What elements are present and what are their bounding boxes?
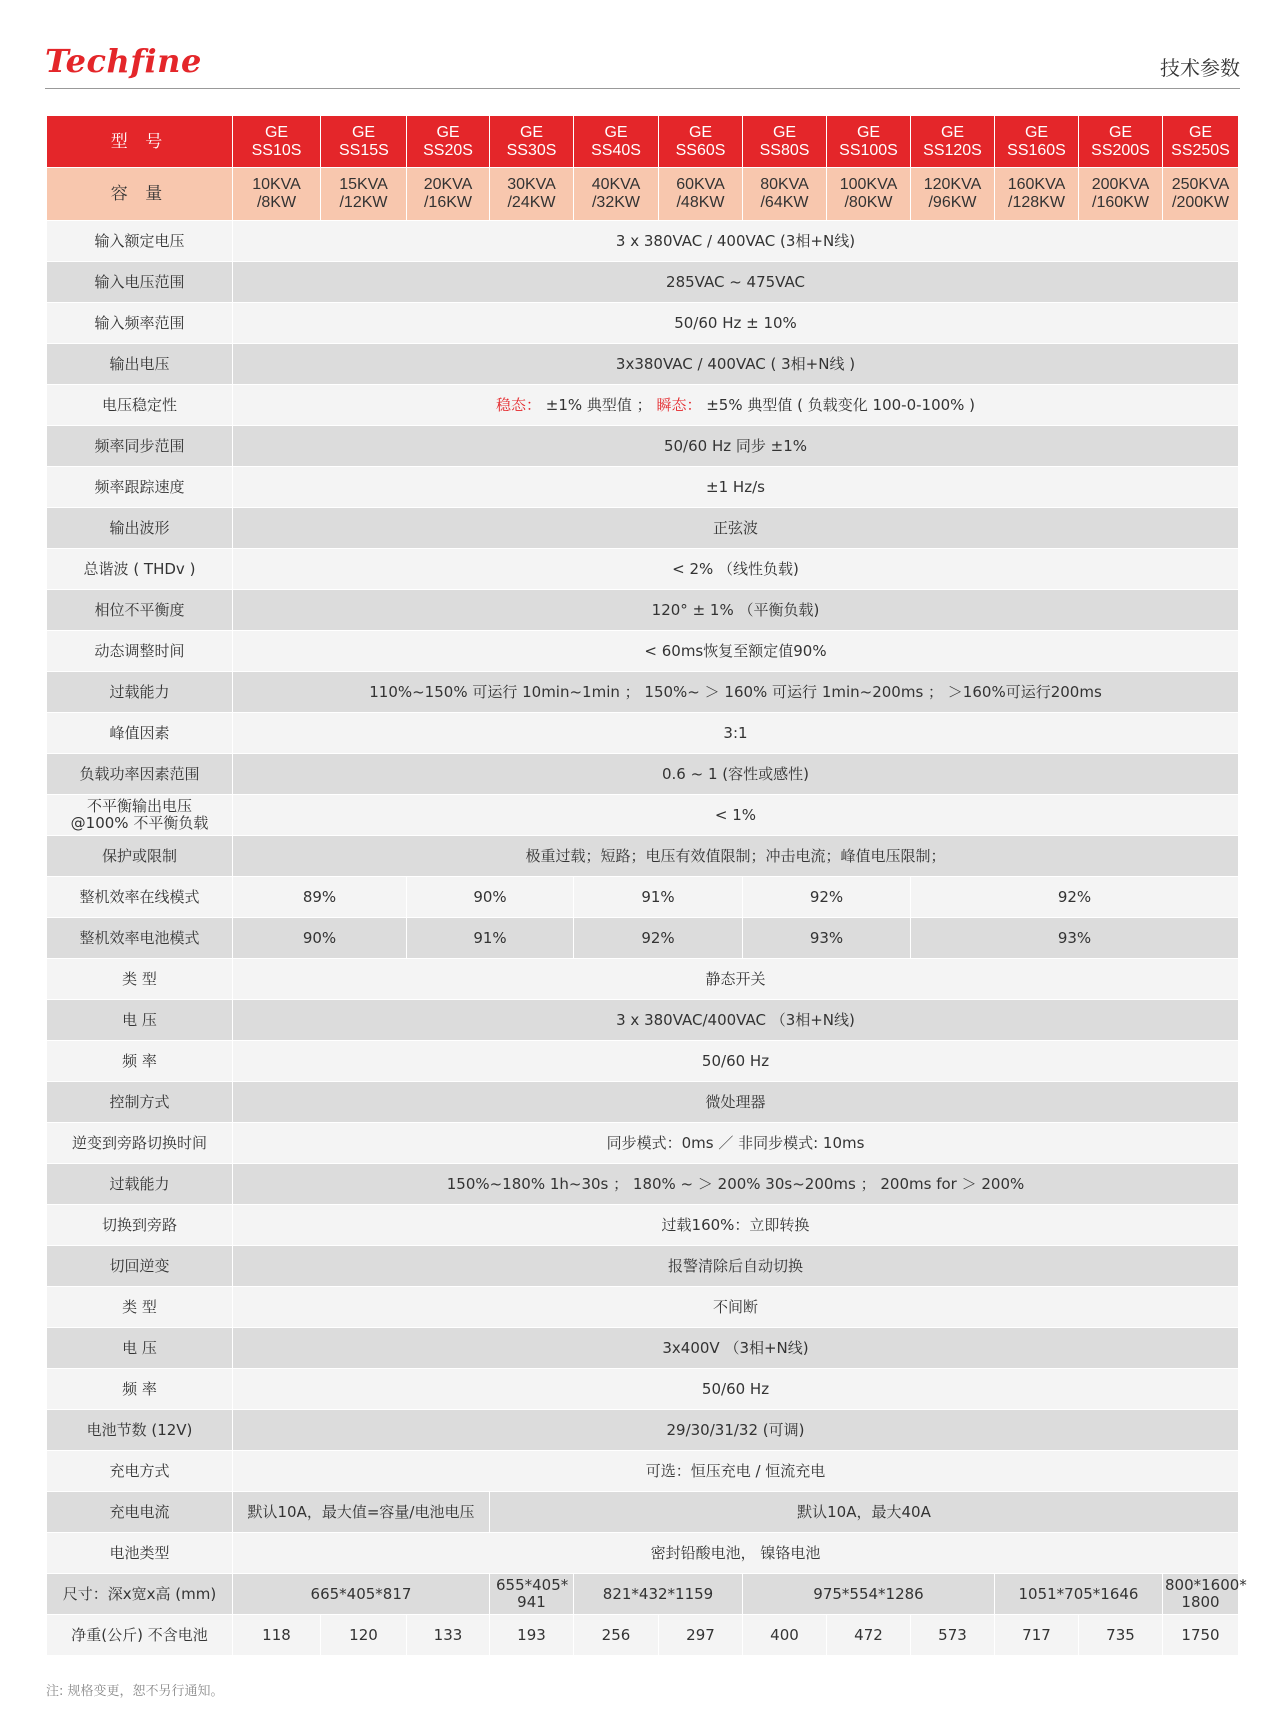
spec-row — [47, 1246, 1239, 1287]
page-title: 技术参数 — [1160, 56, 1240, 80]
row-label: 峰值因素 — [47, 713, 233, 754]
spec-row — [47, 1574, 1239, 1615]
capacity-cell: 100KVA /80KW — [827, 168, 911, 221]
model-cell: GE SS60S — [659, 116, 743, 168]
dimension-cell: 665*405*817 — [233, 1574, 490, 1615]
spec-table — [46, 115, 1247, 1656]
spec-row — [47, 1615, 1239, 1656]
spec-row — [47, 303, 1239, 344]
row-value: 静态开关 — [233, 959, 1239, 1000]
model-cell: GE SS10S — [233, 116, 321, 168]
transient-value: ±5% 典型值 ( 负载变化 100-0-100% ) — [706, 395, 976, 414]
weight-cell: 573 — [911, 1615, 995, 1656]
row-value: 3x400V （3相+N线) — [233, 1328, 1239, 1369]
spec-row — [47, 1082, 1239, 1123]
techfine-logo: Techfine — [45, 42, 202, 80]
spec-row — [47, 1000, 1239, 1041]
model-cell: GE SS15S — [321, 116, 407, 168]
model-cell: GE SS250S — [1163, 116, 1239, 168]
spec-row — [47, 549, 1239, 590]
row-value: 29/30/31/32 (可调) — [233, 1410, 1239, 1451]
capacity-cell: 60KVA /48KW — [659, 168, 743, 221]
row-value: ±1 Hz/s — [233, 467, 1239, 508]
spec-row — [47, 1205, 1239, 1246]
spec-row — [47, 590, 1239, 631]
row-value: 120° ± 1% （平衡负载) — [233, 590, 1239, 631]
weight-cell: 735 — [1079, 1615, 1163, 1656]
spec-row — [47, 1041, 1239, 1082]
spec-row — [47, 672, 1239, 713]
row-label: 输出电压 — [47, 344, 233, 385]
capacity-cell: 30KVA /24KW — [490, 168, 574, 221]
efficiency-cell: 92% — [911, 877, 1239, 918]
row-label: 负载功率因素范围 — [47, 754, 233, 795]
row-label: 保护或限制 — [47, 836, 233, 877]
weight-cell: 120 — [321, 1615, 407, 1656]
row-value: 50/60 Hz — [233, 1369, 1239, 1410]
spec-row — [47, 508, 1239, 549]
spec-row — [47, 1287, 1239, 1328]
transient-label: 瞬态： — [656, 395, 702, 414]
weight-cell: 133 — [407, 1615, 490, 1656]
row-label: 整机效率在线模式 — [47, 877, 233, 918]
row-label: 尺寸：深x宽x高 (mm) — [47, 1574, 233, 1615]
row-label: 频率同步范围 — [47, 426, 233, 467]
row-label: 总谐波 ( THDv ) — [47, 549, 233, 590]
row-label: 类 型 — [47, 959, 233, 1000]
row-value: < 2% （线性负载) — [233, 549, 1239, 590]
model-cell: GE SS160S — [995, 116, 1079, 168]
row-value: 过载160%：立即转换 — [233, 1205, 1239, 1246]
row-value: 3 x 380VAC / 400VAC (3相+N线) — [233, 221, 1239, 262]
charge-current-cell: 默认10A，最大40A — [490, 1492, 1239, 1533]
spec-row — [47, 631, 1239, 672]
row-value: 密封铅酸电池， 镍铬电池 — [233, 1533, 1239, 1574]
row-value: 3 x 380VAC/400VAC （3相+N线) — [233, 1000, 1239, 1041]
model-label: 型 号 — [47, 116, 233, 168]
row-value: 50/60 Hz ± 10% — [233, 303, 1239, 344]
model-cell: GE SS30S — [490, 116, 574, 168]
row-value: 50/60 Hz — [233, 1041, 1239, 1082]
spec-row — [47, 1164, 1239, 1205]
efficiency-cell: 92% — [574, 918, 743, 959]
spec-row — [47, 836, 1239, 877]
capacity-cell: 10KVA /8KW — [233, 168, 321, 221]
row-label: 电 压 — [47, 1328, 233, 1369]
model-row — [47, 116, 1239, 168]
row-value: 0.6 ~ 1 (容性或感性) — [233, 754, 1239, 795]
row-value: < 60ms恢复至额定值90% — [233, 631, 1239, 672]
spec-row — [47, 1410, 1239, 1451]
efficiency-cell: 93% — [911, 918, 1239, 959]
spec-row — [47, 959, 1239, 1000]
row-label: 类 型 — [47, 1287, 233, 1328]
model-cell: GE SS200S — [1079, 116, 1163, 168]
row-label: 电池节数 (12V) — [47, 1410, 233, 1451]
capacity-cell: 40KVA /32KW — [574, 168, 659, 221]
row-label: 过载能力 — [47, 1164, 233, 1205]
row-value: 极重过载；短路；电压有效值限制；冲击电流；峰值电压限制； — [233, 836, 1239, 877]
capacity-cell: 160KVA /128KW — [995, 168, 1079, 221]
spec-row — [47, 1369, 1239, 1410]
spec-row — [47, 795, 1239, 836]
row-label: 频率跟踪速度 — [47, 467, 233, 508]
model-cell: GE SS40S — [574, 116, 659, 168]
weight-cell: 118 — [233, 1615, 321, 1656]
weight-cell: 472 — [827, 1615, 911, 1656]
spec-row — [47, 344, 1239, 385]
weight-cell: 400 — [743, 1615, 827, 1656]
efficiency-cell: 92% — [743, 877, 911, 918]
row-label: 电压稳定性 — [47, 385, 233, 426]
row-label: 逆变到旁路切换时间 — [47, 1123, 233, 1164]
row-value: 不间断 — [233, 1287, 1239, 1328]
row-value: 同步模式：0ms ／ 非同步模式: 10ms — [233, 1123, 1239, 1164]
row-label: 电池类型 — [47, 1533, 233, 1574]
voltage-stability-value — [233, 385, 1239, 426]
row-label: 不平衡输出电压@100% 不平衡负载 — [47, 795, 233, 836]
spec-row — [47, 713, 1239, 754]
row-value: 3:1 — [233, 713, 1239, 754]
row-label: 输出波形 — [47, 508, 233, 549]
model-cell: GE SS100S — [827, 116, 911, 168]
row-value: < 1% — [233, 795, 1239, 836]
row-label: 动态调整时间 — [47, 631, 233, 672]
row-label: 过载能力 — [47, 672, 233, 713]
row-label: 输入频率范围 — [47, 303, 233, 344]
row-label: 净重(公斤) 不含电池 — [47, 1615, 233, 1656]
capacity-cell: 15KVA /12KW — [321, 168, 407, 221]
dimension-cell: 655*405* 941 — [490, 1574, 574, 1615]
row-label: 切回逆变 — [47, 1246, 233, 1287]
model-cell: GE SS120S — [911, 116, 995, 168]
row-value: 报警清除后自动切换 — [233, 1246, 1239, 1287]
spec-row — [47, 1533, 1239, 1574]
dimension-cell: 1051*705*1646 — [995, 1574, 1163, 1615]
spec-row — [47, 918, 1239, 959]
row-label: 频 率 — [47, 1041, 233, 1082]
efficiency-cell: 90% — [233, 918, 407, 959]
model-cell: GE SS80S — [743, 116, 827, 168]
row-value: 150%~180% 1h~30s ； 180% ~ ＞ 200% 30s~200ms ； 200ms for ＞ 200% — [233, 1164, 1239, 1205]
steady-label: 稳态： — [495, 395, 541, 414]
spec-row — [47, 1492, 1239, 1533]
row-value: 微处理器 — [233, 1082, 1239, 1123]
row-value: 可选：恒压充电 / 恒流充电 — [233, 1451, 1239, 1492]
capacity-row — [47, 168, 1239, 221]
efficiency-cell: 91% — [574, 877, 743, 918]
capacity-cell: 120KVA /96KW — [911, 168, 995, 221]
dimension-cell: 821*432*1159 — [574, 1574, 743, 1615]
row-label: 整机效率电池模式 — [47, 918, 233, 959]
dimension-cell: 975*554*1286 — [743, 1574, 995, 1615]
row-value: 110%~150% 可运行 10min~1min ； 150%~ ＞ 160% 可运行 1min~200ms ； ＞160%可运行200ms — [233, 672, 1239, 713]
capacity-cell: 200KVA /160KW — [1079, 168, 1163, 221]
weight-cell: 717 — [995, 1615, 1079, 1656]
row-label: 输入电压范围 — [47, 262, 233, 303]
efficiency-cell: 93% — [743, 918, 911, 959]
weight-cell: 193 — [490, 1615, 574, 1656]
weight-cell: 297 — [659, 1615, 743, 1656]
footnote: 注: 规格变更，恕不另行通知。 — [46, 1684, 224, 1699]
steady-value: ±1% 典型值 ； — [545, 395, 652, 414]
row-label: 频 率 — [47, 1369, 233, 1410]
charge-current-cell: 默认10A，最大值=容量/电池电压 — [233, 1492, 490, 1533]
spec-row — [47, 1451, 1239, 1492]
row-label: 相位不平衡度 — [47, 590, 233, 631]
model-cell: GE SS20S — [407, 116, 490, 168]
capacity-cell: 20KVA /16KW — [407, 168, 490, 221]
spec-row — [47, 385, 1239, 426]
efficiency-cell: 89% — [233, 877, 407, 918]
spec-row — [47, 877, 1239, 918]
spec-row — [47, 1328, 1239, 1369]
efficiency-cell: 91% — [407, 918, 574, 959]
page-header — [45, 38, 1240, 89]
spec-row — [47, 1123, 1239, 1164]
capacity-cell: 80KVA /64KW — [743, 168, 827, 221]
row-label: 切换到旁路 — [47, 1205, 233, 1246]
spec-row — [47, 262, 1239, 303]
row-value: 正弦波 — [233, 508, 1239, 549]
weight-cell: 256 — [574, 1615, 659, 1656]
capacity-label: 容 量 — [47, 168, 233, 221]
spec-row — [47, 426, 1239, 467]
row-label: 电 压 — [47, 1000, 233, 1041]
row-label: 充电方式 — [47, 1451, 233, 1492]
dimension-cell: 800*1600* 1800 — [1163, 1574, 1239, 1615]
spec-row — [47, 467, 1239, 508]
row-value: 3x380VAC / 400VAC ( 3相+N线 ) — [233, 344, 1239, 385]
capacity-cell: 250KVA /200KW — [1163, 168, 1239, 221]
row-value: 285VAC ~ 475VAC — [233, 262, 1239, 303]
row-label: 充电电流 — [47, 1492, 233, 1533]
row-value: 50/60 Hz 同步 ±1% — [233, 426, 1239, 467]
spec-row — [47, 754, 1239, 795]
weight-cell: 1750 — [1163, 1615, 1239, 1656]
spec-row — [47, 221, 1239, 262]
efficiency-cell: 90% — [407, 877, 574, 918]
row-label: 输入额定电压 — [47, 221, 233, 262]
row-label: 控制方式 — [47, 1082, 233, 1123]
